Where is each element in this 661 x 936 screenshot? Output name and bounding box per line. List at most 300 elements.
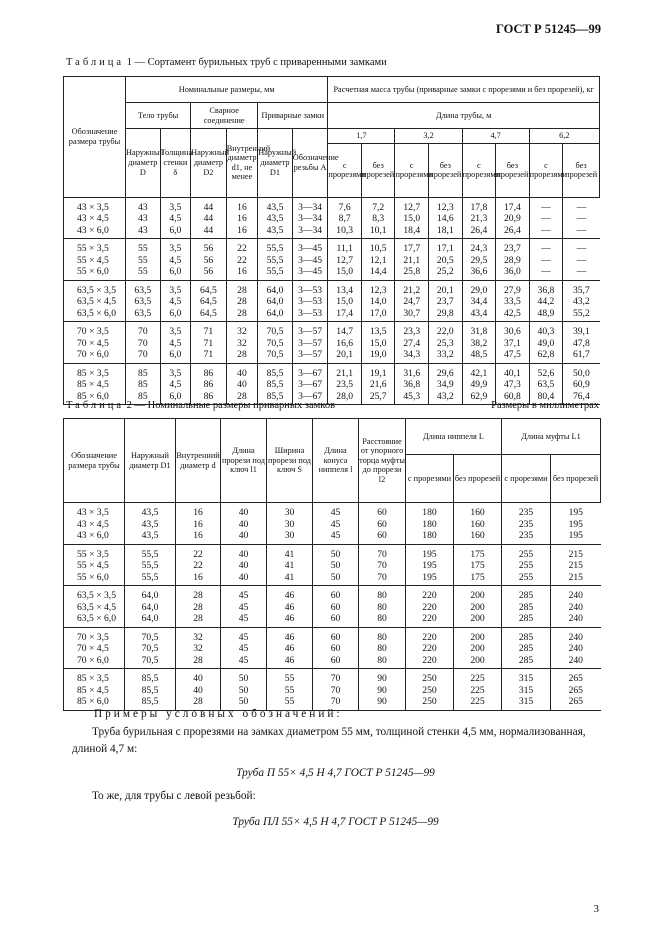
t1-value-cell: [563, 280, 600, 322]
t1-cell-value: —: [541, 266, 551, 278]
t1-cell-value: 70 × 6,0: [77, 349, 109, 361]
t2-cell-value: 70 × 4,5: [77, 643, 109, 654]
t2-cell-value: 235: [518, 530, 534, 541]
t1-cell-value: 63,5: [134, 284, 152, 296]
table2-caption-word: Таблица: [66, 400, 125, 411]
t2-cell-value: 285: [518, 643, 534, 654]
t1-cell-value: 63,5: [134, 296, 152, 308]
t2-cell-value: 70: [330, 673, 341, 684]
t1-h-thread: Обозначение резьбы A: [292, 129, 328, 198]
t2-value-cell: [176, 503, 221, 545]
t1-cell-value: 85: [138, 390, 148, 402]
t1-value-cell: [328, 322, 362, 364]
t1-cell-value: 27,9: [504, 284, 521, 296]
t1-cell-value: 70,5: [266, 349, 284, 361]
t2-h-with: с прорезями: [406, 455, 454, 503]
t1-value-cell: [126, 239, 161, 281]
t1-cell-value: 55: [138, 266, 148, 278]
t2-row-group: [64, 503, 601, 545]
t2-value-cell: [502, 669, 551, 711]
t2-cell-value: 180: [422, 518, 437, 530]
t1-value-cell: [226, 363, 258, 405]
t1-value-cell: [563, 197, 600, 239]
t1-value-cell: [529, 280, 563, 322]
t1-value-cell: [429, 363, 463, 405]
t1-cell-value: 3,5: [169, 367, 182, 379]
t1-h-designation: Обозначение размера трубы: [64, 77, 126, 198]
t2-h-with: с прорезями: [502, 455, 551, 503]
t2-cell-value: 220: [422, 631, 437, 643]
t1-cell-value: —: [541, 224, 551, 236]
t1-cell-value: 8,7: [338, 213, 351, 225]
t2-cell-value: 16: [193, 530, 203, 541]
t2-cell-value: 240: [568, 654, 583, 666]
t1-cell-value: 55: [138, 254, 148, 266]
t1-cell-value: 23,5: [336, 379, 354, 391]
t1-cell-value: 70,5: [266, 337, 284, 349]
t1-cell-value: 40,1: [504, 367, 521, 379]
t2-value-cell: [176, 627, 221, 669]
t2-h-designation: Обозначение размера трубы: [64, 419, 125, 503]
t2-cell-value: 250: [422, 673, 437, 684]
t1-cell-value: —: [576, 224, 587, 236]
t1-cell-value: 86: [203, 390, 214, 402]
t2-cell-value: 315: [518, 696, 534, 707]
t2-cell-value: 285: [518, 654, 534, 666]
t2-value-cell: [313, 544, 359, 586]
t1-value-cell: [361, 322, 395, 364]
t2-value-cell: [313, 503, 359, 545]
t1-value-cell: [258, 363, 293, 405]
t2-cell-value: 63,5 × 4,5: [77, 601, 116, 613]
t2-cell-value: 160: [470, 518, 485, 530]
t1-designation-cell: [64, 363, 126, 405]
t2-cell-value: 50: [238, 696, 249, 707]
t1-cell-value: 4,5: [169, 379, 182, 391]
t1-cell-value: 14,7: [336, 326, 354, 338]
t2-designation-cell: [64, 669, 125, 711]
t1-cell-value: 13,5: [369, 326, 387, 338]
t1-cell-value: 3—34: [298, 224, 323, 236]
t1-cell-value: 85,5: [266, 379, 284, 391]
t1-cell-value: 20,1: [336, 349, 354, 361]
t1-cell-value: 28: [237, 296, 247, 308]
t1-value-cell: [191, 363, 227, 405]
t1-cell-value: 44: [203, 201, 214, 213]
t1-h-with: с прорезями: [395, 143, 429, 197]
t1-cell-value: 25,3: [436, 337, 454, 349]
t2-value-cell: [454, 503, 502, 545]
t2-cell-value: 40: [238, 507, 249, 518]
t1-cell-value: 56: [203, 254, 214, 266]
t1-value-cell: [328, 197, 362, 239]
t1-value-cell: [292, 363, 328, 405]
t2-cell-value: 235: [518, 518, 534, 530]
t1-cell-value: 85 × 6,0: [77, 390, 109, 402]
t2-cell-value: 200: [470, 643, 485, 654]
t1-value-cell: [496, 280, 530, 322]
t1-h-joint-d: Наружный диаметр D1: [258, 129, 293, 198]
t1-cell-value: 6,0: [169, 266, 182, 278]
t1-cell-value: 15,0: [369, 337, 387, 349]
t1-cell-value: 71: [203, 337, 214, 349]
t1-cell-value: 55,5: [266, 254, 284, 266]
t1-cell-value: 55,5: [266, 266, 284, 278]
t1-cell-value: 32: [237, 326, 247, 338]
t2-cell-value: 60: [330, 590, 341, 601]
t2-row-group: [64, 669, 601, 711]
t2-cell-value: 265: [568, 673, 583, 684]
t2-cell-value: 160: [470, 530, 485, 541]
t2-cell-value: 200: [470, 631, 485, 643]
t2-cell-value: 45: [238, 654, 249, 666]
t1-h-joints: Приварные замки: [258, 103, 328, 129]
t2-cell-value: 200: [470, 590, 485, 601]
t2-cell-value: 43 × 4,5: [77, 518, 109, 530]
t2-cell-value: 63,5 × 6,0: [77, 613, 116, 624]
t1-cell-value: 23,7: [504, 243, 521, 255]
t2-cell-value: 315: [518, 673, 534, 684]
t1-cell-value: 17,7: [403, 243, 421, 255]
t1-cell-value: 4,5: [169, 296, 182, 308]
t2-cell-value: 43 × 3,5: [77, 507, 109, 518]
t1-value-cell: [258, 197, 293, 239]
t1-cell-value: 31,6: [403, 367, 421, 379]
t1-cell-value: 44: [203, 213, 214, 225]
t1-h-with: с прорезями: [529, 143, 563, 197]
t1-cell-value: 38,2: [470, 337, 488, 349]
t1-cell-value: 29,8: [436, 307, 454, 319]
t2-h-slot-w: Ширина прорези под ключ S: [267, 419, 313, 503]
table2-caption-text: 2 — Номинальные размеры приварных замков: [126, 400, 336, 411]
t2-value-cell: [502, 544, 551, 586]
t2-cell-value: 16: [193, 507, 203, 518]
t2-h-without: без прорезей: [551, 455, 601, 503]
t2-cell-value: 70: [377, 571, 387, 583]
t1-cell-value: 3—45: [298, 243, 323, 255]
t1-cell-value: 15,0: [336, 266, 354, 278]
t1-cell-value: 12,1: [369, 254, 387, 266]
t1-cell-value: 3,5: [169, 243, 182, 255]
t2-cell-value: 50: [330, 560, 341, 571]
t2-cell-value: 55,5: [141, 560, 159, 571]
t1-h-with: с прорезями: [328, 143, 362, 197]
t2-cell-value: 30: [284, 518, 295, 530]
t1-row-group: [64, 239, 600, 281]
t1-value-cell: [258, 280, 293, 322]
t2-cell-value: 220: [422, 601, 437, 613]
t2-cell-value: 55 × 3,5: [77, 548, 109, 560]
t2-value-cell: [221, 627, 267, 669]
t2-cell-value: 45: [238, 601, 249, 613]
t2-cell-value: 60: [330, 631, 341, 643]
t2-cell-value: 70: [330, 696, 341, 707]
table2-units: Размеры в миллиметрах: [491, 400, 599, 411]
t2-cell-value: 70,5: [141, 631, 159, 643]
t1-value-cell: [462, 197, 496, 239]
t2-cell-value: 225: [470, 696, 485, 707]
t2-cell-value: 175: [470, 548, 485, 560]
t2-value-cell: [125, 627, 176, 669]
t1-cell-value: 64,0: [266, 307, 284, 319]
t1-cell-value: 47,8: [572, 337, 590, 349]
t2-value-cell: [454, 586, 502, 628]
t2-cell-value: 28: [193, 613, 203, 624]
t1-value-cell: [462, 280, 496, 322]
t1-cell-value: 14,4: [369, 266, 387, 278]
t1-cell-value: 10,5: [369, 243, 387, 255]
t1-cell-value: 13,4: [336, 284, 354, 296]
t1-cell-value: 43: [138, 224, 148, 236]
t2-cell-value: 55 × 4,5: [77, 560, 109, 571]
t2-cell-value: 285: [518, 590, 534, 601]
t1-cell-value: 80,4: [537, 390, 555, 402]
t1-cell-value: 16: [237, 213, 247, 225]
t2-value-cell: [125, 669, 176, 711]
t1-value-cell: [395, 197, 429, 239]
t2-cell-value: 85 × 6,0: [77, 696, 109, 707]
t2-value-cell: [267, 503, 313, 545]
t1-h-body: Тело трубы: [126, 103, 191, 129]
t1-value-cell: [292, 239, 328, 281]
t1-value-cell: [258, 239, 293, 281]
t1-value-cell: [226, 322, 258, 364]
t2-value-cell: [221, 503, 267, 545]
t2-cell-value: 55,5: [141, 571, 159, 583]
t2-cell-value: 85 × 4,5: [77, 684, 109, 696]
t2-cell-value: 195: [422, 571, 437, 583]
t1-cell-value: 61,7: [572, 349, 590, 361]
t2-cell-value: 195: [568, 518, 583, 530]
t2-cell-value: 60: [377, 518, 387, 530]
t1-cell-value: 85 × 3,5: [77, 367, 109, 379]
t1-cell-value: 15,0: [403, 213, 421, 225]
t2-value-cell: [406, 544, 454, 586]
t1-value-cell: [226, 280, 258, 322]
t1-value-cell: [328, 239, 362, 281]
t1-cell-value: 43,5: [266, 224, 284, 236]
t1-value-cell: [496, 239, 530, 281]
t2-value-cell: [221, 669, 267, 711]
table1-body: [64, 197, 600, 405]
t1-cell-value: 43,4: [470, 307, 488, 319]
t1-value-cell: [429, 280, 463, 322]
t1-cell-value: 85 × 4,5: [77, 379, 109, 391]
t1-cell-value: 16: [237, 201, 247, 213]
t1-cell-value: 28: [237, 307, 247, 319]
t1-cell-value: 62,8: [537, 349, 555, 361]
t2-cell-value: 40: [238, 518, 249, 530]
t1-cell-value: 21,1: [336, 367, 354, 379]
t1-cell-value: 19,1: [369, 367, 387, 379]
t2-value-cell: [551, 669, 601, 711]
t1-cell-value: 32: [237, 337, 247, 349]
t2-cell-value: 80: [377, 601, 387, 613]
t2-cell-value: 255: [518, 560, 534, 571]
t1-cell-value: 26,4: [470, 224, 488, 236]
t1-value-cell: [191, 197, 227, 239]
t1-cell-value: 3,5: [169, 284, 182, 296]
t1-cell-value: 71: [203, 326, 214, 338]
t1-cell-value: 64,5: [199, 307, 217, 319]
t2-value-cell: [221, 544, 267, 586]
t1-value-cell: [529, 239, 563, 281]
t1-h-without: без прорезей: [563, 143, 600, 197]
t1-cell-value: 17,1: [436, 243, 454, 255]
t2-cell-value: 225: [470, 684, 485, 696]
t2-cell-value: 285: [518, 631, 534, 643]
t1-value-cell: [292, 280, 328, 322]
t1-cell-value: —: [576, 213, 587, 225]
t1-cell-value: 23,3: [403, 326, 421, 338]
t1-cell-value: 30,6: [504, 326, 521, 338]
t1-cell-value: 70 × 4,5: [77, 337, 109, 349]
t1-cell-value: 17,4: [504, 201, 521, 213]
page-number: 3: [593, 903, 599, 915]
t1-cell-value: 49,9: [470, 379, 488, 391]
t1-value-cell: [361, 280, 395, 322]
t2-row-group: [64, 586, 601, 628]
t1-cell-value: 21,2: [403, 284, 421, 296]
t1-cell-value: 71: [203, 349, 214, 361]
t1-cell-value: 22: [237, 254, 247, 266]
t2-cell-value: 195: [422, 548, 437, 560]
t1-value-cell: [563, 363, 600, 405]
t2-value-cell: [551, 544, 601, 586]
t1-cell-value: 47,5: [504, 349, 521, 361]
t2-cell-value: 90: [377, 673, 387, 684]
t1-value-cell: [126, 280, 161, 322]
t1-cell-value: 28: [237, 349, 247, 361]
t2-cell-value: 46: [284, 654, 295, 666]
t1-cell-value: 64,5: [199, 284, 217, 296]
t1-cell-value: 3,5: [169, 326, 182, 338]
t1-cell-value: 19,0: [369, 349, 387, 361]
t1-cell-value: 43,2: [436, 390, 454, 402]
t2-value-cell: [125, 586, 176, 628]
t2-cell-value: 240: [568, 613, 583, 624]
t1-cell-value: 34,4: [470, 296, 488, 308]
t2-cell-value: 235: [518, 507, 534, 518]
t2-cell-value: 265: [568, 696, 583, 707]
t1-cell-value: 3—34: [298, 201, 323, 213]
t1-cell-value: 86: [203, 367, 214, 379]
t2-cell-value: 45: [238, 643, 249, 654]
t1-value-cell: [160, 239, 191, 281]
t2-cell-value: 50: [238, 684, 249, 696]
t2-value-cell: [502, 586, 551, 628]
t2-cell-value: 41: [284, 571, 295, 583]
t2-cell-value: 60: [330, 613, 341, 624]
table2: [63, 418, 601, 711]
t1-value-cell: [429, 239, 463, 281]
t1-cell-value: 7,6: [338, 201, 351, 213]
t1-cell-value: 85,5: [266, 367, 284, 379]
t1-cell-value: 40: [237, 379, 247, 391]
t1-cell-value: 47,3: [504, 379, 521, 391]
t1-cell-value: 63,5 × 6,0: [77, 307, 116, 319]
t1-value-cell: [361, 239, 395, 281]
t1-cell-value: 11,1: [336, 243, 353, 255]
t2-cell-value: 240: [568, 631, 583, 643]
t1-designation-cell: [64, 322, 126, 364]
t1-cell-value: 34,9: [436, 379, 454, 391]
t2-value-cell: [454, 669, 502, 711]
t1-cell-value: 40,3: [537, 326, 555, 338]
t1-cell-value: 26,4: [504, 224, 521, 236]
t1-h-inner-d: Внутренний диаметр d1, не менее: [226, 129, 258, 198]
t1-cell-value: 43: [138, 213, 148, 225]
t1-cell-value: —: [576, 243, 587, 255]
t2-h-nipple: Длина ниппеля L: [406, 419, 502, 455]
t2-value-cell: [176, 586, 221, 628]
t1-cell-value: 16: [237, 224, 247, 236]
t1-cell-value: 43,2: [572, 296, 590, 308]
t2-value-cell: [221, 586, 267, 628]
t1-value-cell: [462, 322, 496, 364]
t2-value-cell: [551, 627, 601, 669]
t1-cell-value: 16: [237, 266, 247, 278]
t2-value-cell: [359, 586, 406, 628]
t1-value-cell: [160, 363, 191, 405]
t1-designation-cell: [64, 280, 126, 322]
t2-designation-cell: [64, 544, 125, 586]
t2-value-cell: [176, 669, 221, 711]
t1-cell-value: 3—57: [298, 349, 323, 361]
t1-cell-value: 48,9: [537, 307, 555, 319]
t2-value-cell: [454, 544, 502, 586]
t2-designation-cell: [64, 586, 125, 628]
t2-cell-value: 60: [330, 654, 341, 666]
t1-cell-value: 3—67: [298, 390, 323, 402]
t1-cell-value: 4,5: [169, 337, 182, 349]
t1-value-cell: [496, 363, 530, 405]
t1-cell-value: 3,5: [169, 201, 182, 213]
t2-cell-value: 70 × 6,0: [77, 654, 109, 666]
t2-value-cell: [267, 669, 313, 711]
t1-cell-value: 30,7: [403, 307, 421, 319]
t1-cell-value: 14,0: [369, 296, 387, 308]
t1-cell-value: —: [541, 201, 551, 213]
t1-cell-value: 36,8: [537, 284, 555, 296]
t2-cell-value: 220: [422, 643, 437, 654]
t1-value-cell: [361, 197, 395, 239]
t2-cell-value: 90: [377, 696, 387, 707]
t2-value-cell: [359, 544, 406, 586]
t1-cell-value: 3—53: [298, 296, 323, 308]
t2-cell-value: 200: [470, 601, 485, 613]
t2-cell-value: 60: [330, 601, 341, 613]
t1-cell-value: 34,3: [403, 349, 421, 361]
t1-cell-value: 85: [138, 367, 148, 379]
t1-cell-value: 21,3: [470, 213, 488, 225]
t2-cell-value: 28: [193, 696, 203, 707]
t1-cell-value: 49,0: [537, 337, 555, 349]
t2-designation-cell: [64, 627, 125, 669]
t2-cell-value: 220: [422, 590, 437, 601]
examples-paragraph-1: Труба бурильная с прорезями на замках диаметром 55 мм, толщиной стенки 4,5 мм, нормализованная, длиной 4,7 м:: [72, 726, 586, 755]
t1-cell-value: 10,3: [336, 224, 354, 236]
t2-cell-value: 45: [330, 518, 341, 530]
t2-cell-value: 180: [422, 507, 437, 518]
t1-cell-value: 43 × 4,5: [77, 213, 109, 225]
t2-cell-value: 40: [238, 571, 249, 583]
t2-cell-value: 40: [238, 530, 249, 541]
t1-cell-value: 43,5: [266, 213, 284, 225]
t1-value-cell: [529, 322, 563, 364]
t1-value-cell: [191, 280, 227, 322]
t1-cell-value: 28: [237, 390, 247, 402]
